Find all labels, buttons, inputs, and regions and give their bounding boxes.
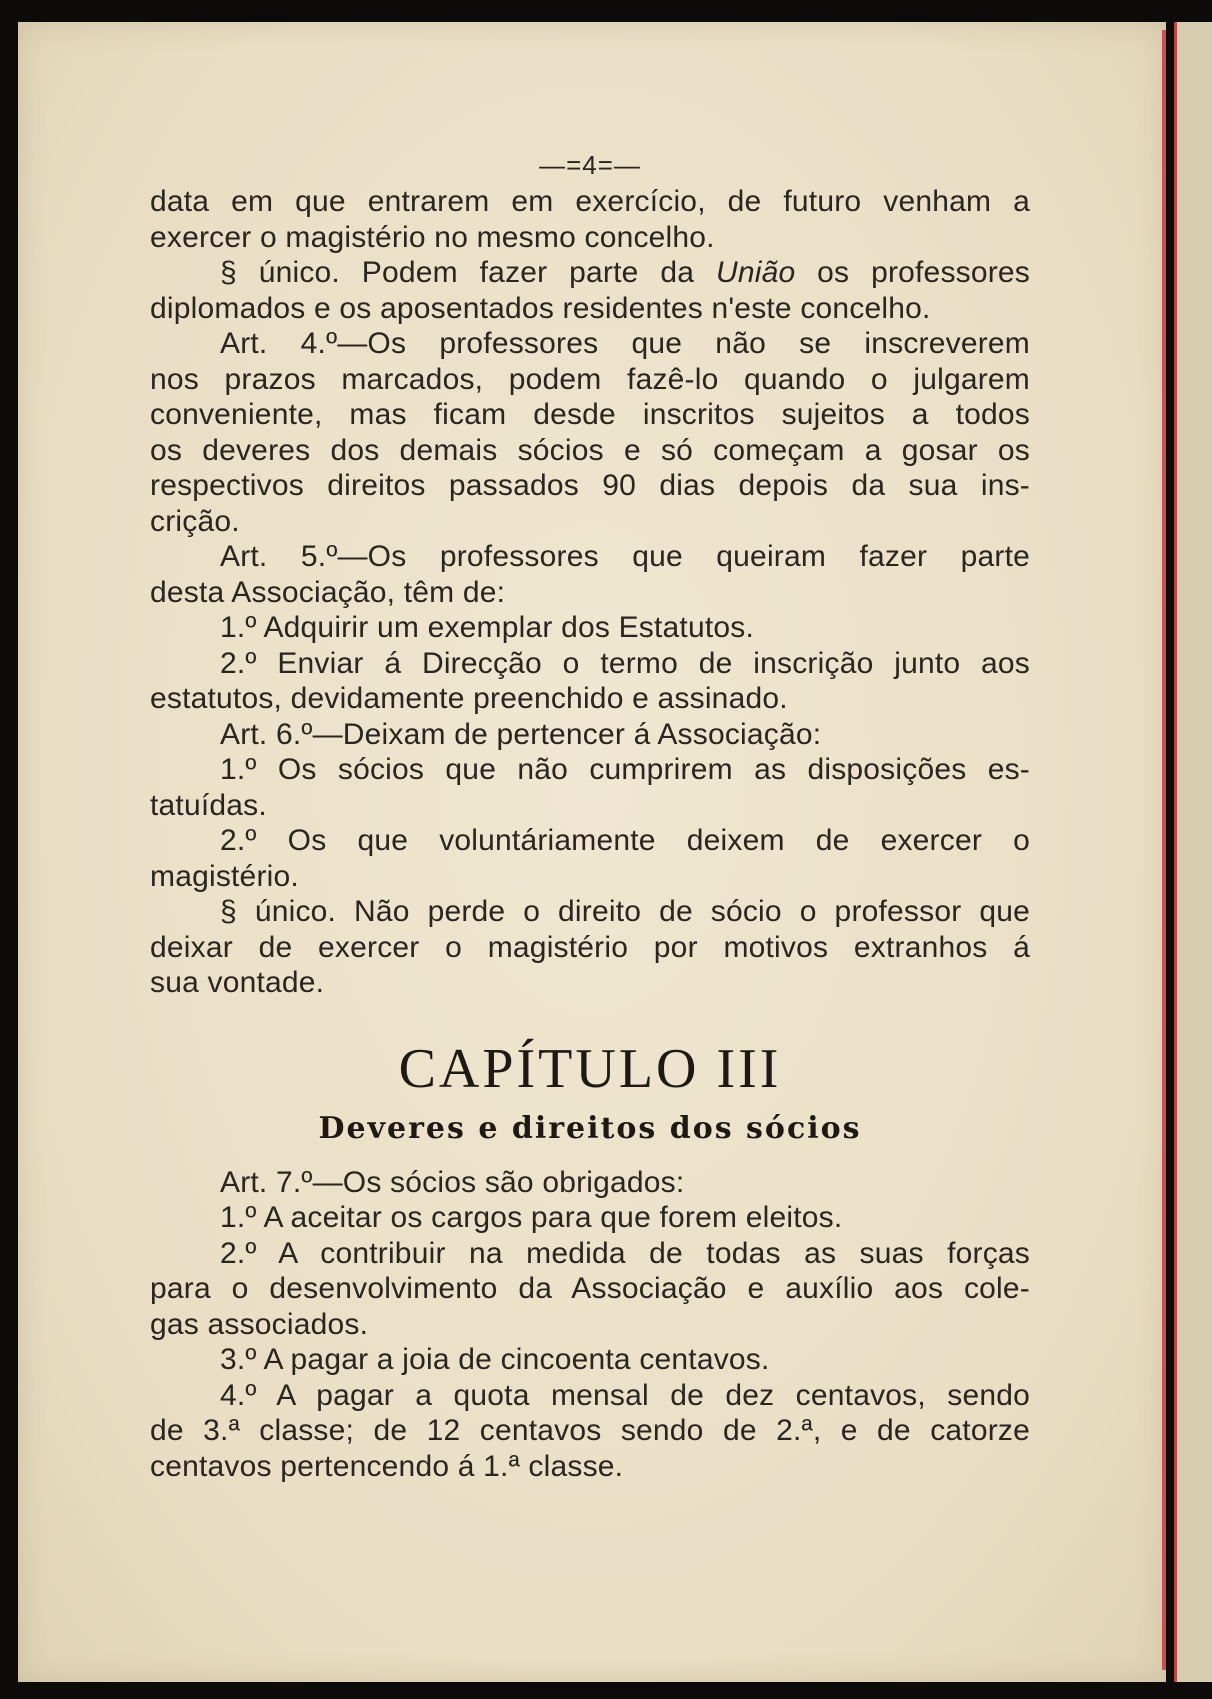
text-line: desta Associação, têm de: <box>150 575 506 609</box>
text-line: respectivos direitos passados 90 dias depois da sua ins- <box>150 469 1030 502</box>
text-line: gas associados. <box>150 1307 369 1341</box>
text-line: Art. 6.º—Deixam de pertencer á Associação: <box>220 717 822 751</box>
text-line: 2.º A contribuir na medida de todas as suas forças <box>220 1236 1030 1270</box>
text-line: 3.º A pagar a joia de cincoenta centavos. <box>220 1343 770 1376</box>
adjacent-page-edge <box>1174 22 1212 1682</box>
text-line: de 3.ª classe; de 12 centavos sendo de 2.ª, e de catorze <box>150 1414 1030 1447</box>
text-line: centavos pertencendo á 1.ª classe. <box>150 1449 624 1483</box>
text-line: 1.º Os sócios que não cumprirem as disposições es- <box>220 753 1030 786</box>
text-line: Art. 5.º—Os professores que queiram fazer parte <box>220 540 1030 573</box>
text-line: § único. Não perde o direito de sócio o professor que <box>220 895 1030 928</box>
red-binding-edge <box>1162 30 1166 1670</box>
text-line: 1.º A aceitar os cargos para que forem eleitos. <box>220 1201 843 1234</box>
page-text <box>150 150 1030 1484</box>
text-line: deixar de exercer o magistério por motivos extranhos á <box>150 930 1030 964</box>
italic-term: União <box>715 256 796 289</box>
text-line: crição. <box>150 504 240 538</box>
text-line: sua vontade. <box>150 966 325 999</box>
chapter-subtitle: Deveres e direitos dos sócios <box>318 1110 862 1146</box>
text-line: data em que entrarem em exercício, de futuro venham a <box>150 185 1030 218</box>
page-number: —=4=— <box>539 150 641 180</box>
text-line: 2.º Enviar á Direcção o termo de inscrição junto aos <box>220 646 1030 680</box>
text-line: exercer o magistério no mesmo concelho. <box>150 220 715 254</box>
text-line: nos prazos marcados, podem fazê-lo quando o julgarem <box>150 362 1030 396</box>
text-line: 4.º A pagar a quota mensal de dez centavos, sendo <box>220 1378 1030 1412</box>
text-line: Art. 4.º—Os professores que não se inscreverem <box>220 327 1030 360</box>
articles-block-chapter-3 <box>150 1165 1030 1485</box>
text-line: 1.º Adquirir um exemplar dos Estatutos. <box>220 611 755 644</box>
text-line: tatuídas. <box>150 788 267 822</box>
chapter-title: CAPÍTULO III <box>398 1037 782 1100</box>
text-line: estatutos, devidamente preenchido e assinado. <box>150 682 788 715</box>
text-line: os deveres dos demais sócios e só começam a gosar os <box>150 433 1030 467</box>
text-line: § único. Podem fazer parte da União os professores <box>220 256 1031 289</box>
text-line: magistério. <box>150 859 299 893</box>
text-line: Art. 7.º—Os sócios são obrigados: <box>220 1165 685 1199</box>
text-line: conveniente, mas ficam desde inscritos sujeitos a todos <box>150 398 1030 431</box>
text-line: diplomados e os aposentados residentes n'este concelho. <box>150 291 931 325</box>
text-line: 2.º Os que voluntáriamente deixem de exercer o <box>220 824 1030 857</box>
articles-block-chapter-2 <box>150 184 1030 1001</box>
text-line: para o desenvolvimento da Associação e auxílio aos cole- <box>150 1272 1030 1305</box>
